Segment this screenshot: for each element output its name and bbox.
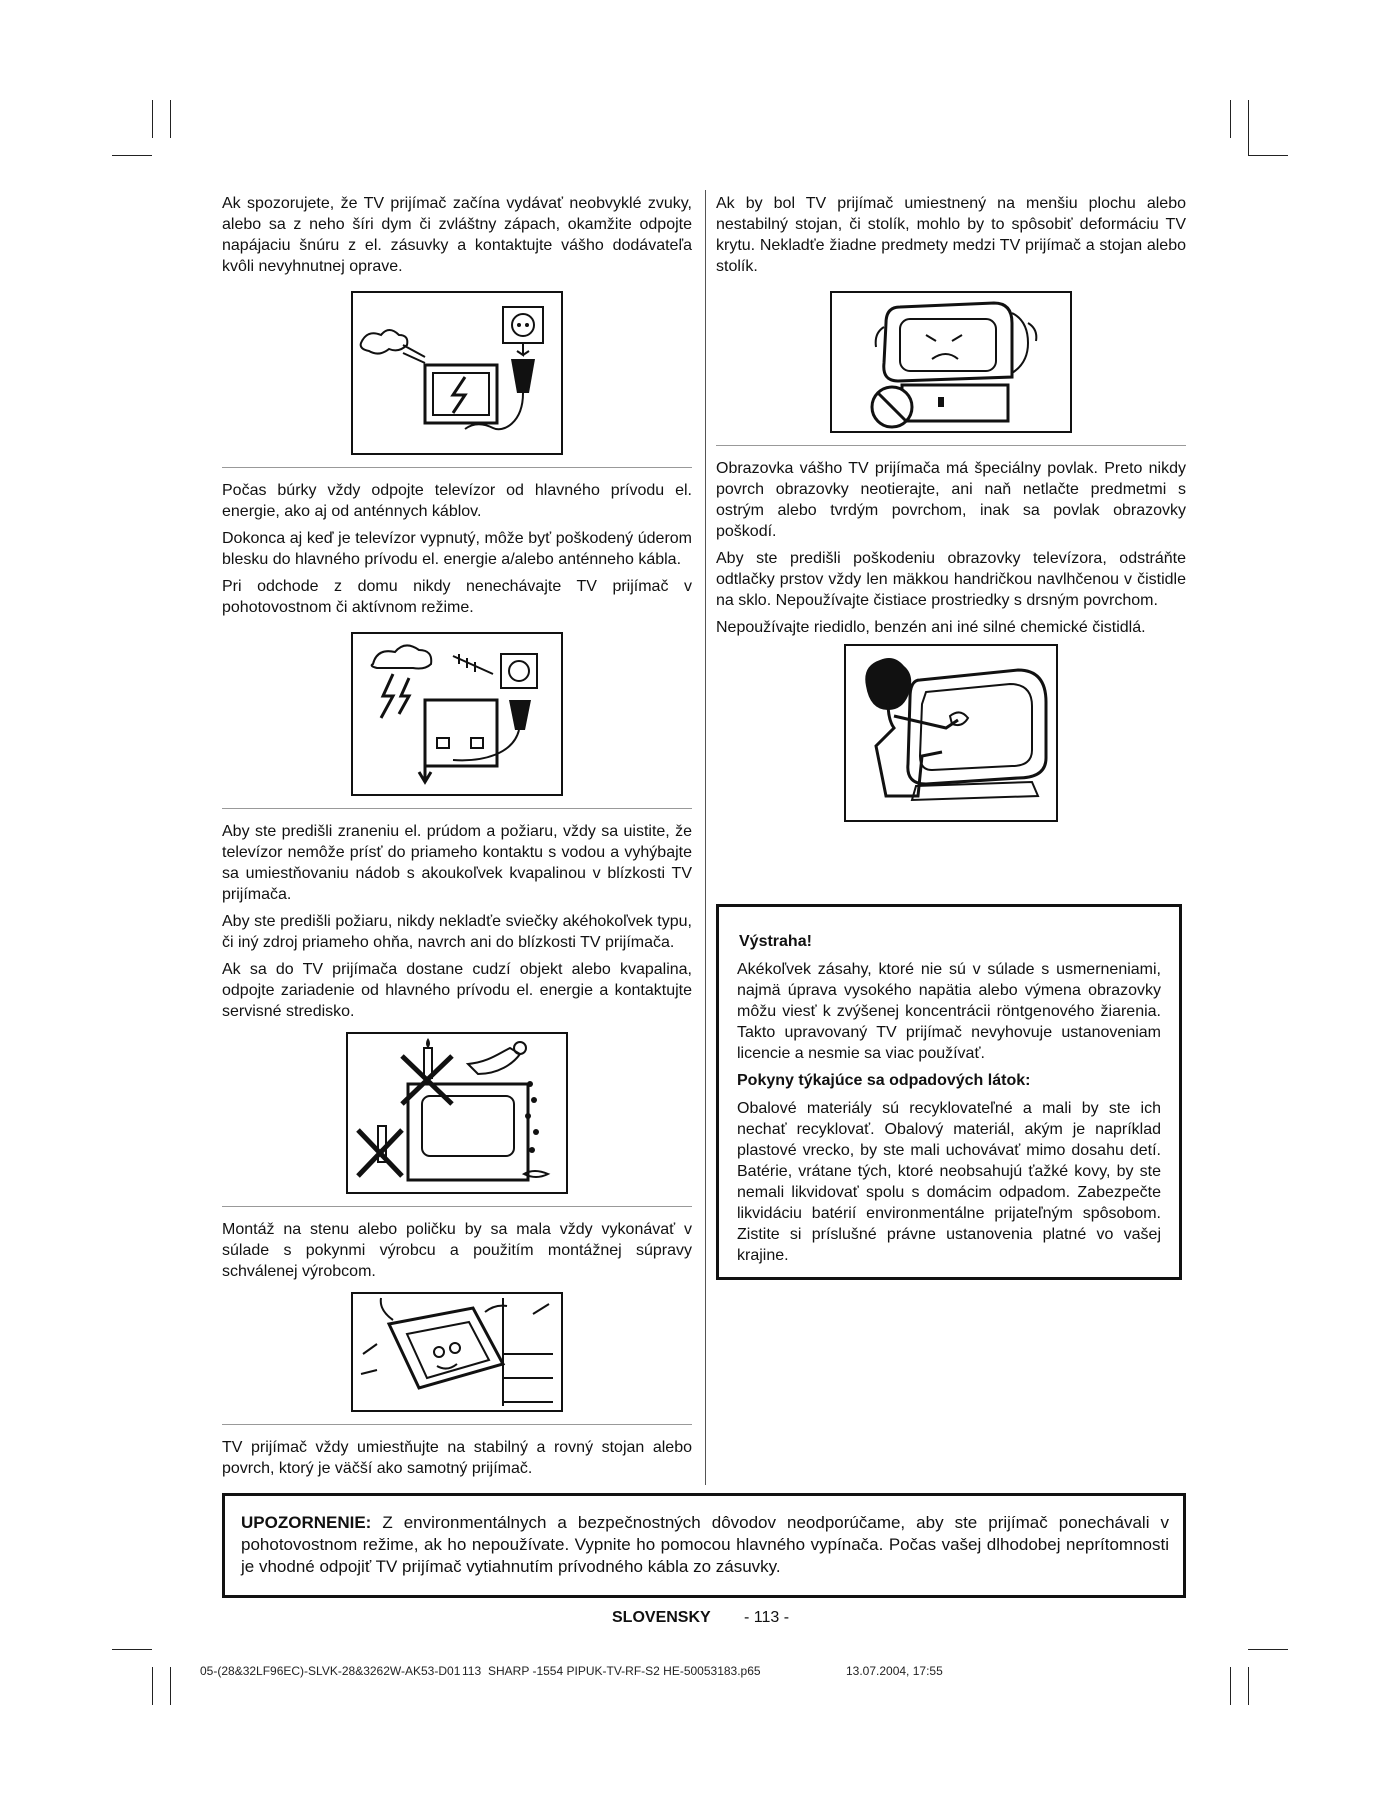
paragraph: Aby ste predišli poškodeniu obrazovky televízora, odstráňte odtlačky prstov vždy len mäkkou handričkou navlhčenou v čistidle na sklo. Nepoužívajte čistiace prostriedky s drsným povrchom.	[716, 550, 1186, 609]
paragraph: Obrazovka vášho TV prijímača má špeciálny povlak. Preto nikdy povrch obrazovky neotierajte, ani naň netlačte predmetmi s ostrým alebo tvrdým povrchom, inak sa povlak obrazovky poškodí.	[716, 460, 1186, 540]
section-separator	[222, 808, 692, 809]
warning-text: Akékoľvek zásahy, ktoré nie sú v súlade s usmerneniami, najmä úprava vysokého napätia alebo výmena obrazovky môžu viesť k zvýšenej koncentrácii röntgenového žiarenia. Takto upravovaný TV prijímač nevyhovuje ustanoveniam licencie a nesmie sa viac používať.	[737, 961, 1161, 1062]
section-separator	[222, 467, 692, 468]
section-separator	[716, 445, 1186, 446]
left-column	[222, 193, 692, 1485]
crop-mark	[1248, 1667, 1249, 1705]
paragraph: Aby ste predišli požiaru, nikdy nekladťe sviečky akéhokoľvek typu, či iný zdroj priameho ohňa, navrch ani do blízkosti TV prijímača.	[222, 913, 692, 951]
right-column	[716, 193, 1186, 834]
footer-filename: 05-(28&32LF96EC)-SLVK-28&3262W-AK53-D01	[200, 1664, 461, 1678]
footer-date: 13.07.2004, 17:55	[846, 1664, 943, 1678]
waste-text: Obalové materiály sú recyklovateľné a mali by ste ich nechať recyklovať. Obalový materiál, akým je napríklad plastové vrecko, by ste mali uchovávať mimo dosahu detí. Batérie, vrátane tých, ktoré neobsahujú ťažké kovy, by ste nemali likvidovať spolu s domácim odpadom. Zabezpečte likvidáciu batérií environmentálne prijateľným spôsobom. Zistite si príslušné právne ustanovenia platné vo vašej krajine.	[737, 1100, 1161, 1264]
notice-label: UPOZORNENIE:	[241, 1513, 372, 1532]
storm-unplug-illustration	[351, 632, 563, 796]
screen-cleaning-illustration	[844, 644, 1058, 822]
paragraph: Ak spozorujete, že TV prijímač začína vydávať neobvyklé zvuky, alebo sa z neho šíri dym či zvláštny zápach, okamžite odpojte napájaciu šnúru z el. zásuvky a kontaktujte vášho dodávateľa kvôli nevyhnutnej oprave.	[222, 195, 692, 275]
footer-language: SLOVENSKY	[612, 1609, 711, 1626]
warning-title: Výstraha!	[739, 933, 812, 950]
crop-mark	[170, 100, 171, 138]
notice-text: Z environmentálnych a bezpečnostných dôvodov neodporúčame, aby ste prijímač ponechávali v pohotovostnom režime, ak ho nepoužívate. Vypnite ho pomocou hlavného vypínača. Počas vašej dlhodobej neprítomnosti je vhodné odpojiť TV prijímač vytiahnutím prívodného kábla zo zásuvky.	[241, 1513, 1169, 1576]
footer-job: SHARP -1554 PIPUK-TV-RF-S2 HE-50053183.p65	[488, 1664, 761, 1678]
paragraph: Nepoužívajte riedidlo, benzén ani iné silné chemické čistidlá.	[716, 619, 1146, 636]
column-divider	[705, 190, 706, 1485]
crop-mark	[1248, 155, 1288, 156]
paragraph: Ak by bol TV prijímač umiestnený na menšiu plochu alebo nestabilný stojan, či stolík, mohlo by to spôsobiť deformáciu TV krytu. Nekladťe žiadne predmety medzi TV prijímač a stojan alebo stolík.	[716, 195, 1186, 275]
wall-mount-illustration	[351, 1292, 563, 1412]
crop-mark	[152, 1667, 153, 1705]
page-number: - 113 -	[744, 1609, 790, 1626]
section-separator	[222, 1206, 692, 1207]
paragraph: Pri odchode z domu nikdy nenechávajte TV prijímač v pohotovostnom či aktívnom režime.	[222, 578, 692, 616]
notice-box	[222, 1493, 1186, 1598]
crop-mark	[1248, 1649, 1288, 1650]
paragraph: Počas búrky vždy odpojte televízor od hlavného prívodu el. energie, ako aj od anténnych káblov.	[222, 482, 692, 520]
smoke-unplug-illustration	[351, 291, 563, 455]
paragraph: Dokonca aj keď je televízor vypnutý, môže byť poškodený úderom blesku do hlavného prívodu el. energie a/alebo anténneho kábla.	[222, 530, 692, 568]
crop-mark	[152, 100, 153, 138]
crop-mark	[112, 1649, 152, 1650]
crop-mark	[112, 155, 152, 156]
paragraph: Ak sa do TV prijímača dostane cudzí objekt alebo kvapalina, odpojte zariadenie od hlavného prívodu el. energie a kontaktujte servisné stredisko.	[222, 961, 692, 1020]
candle-water-illustration	[346, 1032, 568, 1194]
paragraph: Montáž na stenu alebo poličku by sa mala vždy vykonávať v súlade s pokynmi výrobcu a použitím montážnej súpravy schválenej výrobcom.	[222, 1221, 692, 1280]
section-separator	[222, 1424, 692, 1425]
waste-title: Pokyny týkajúce sa odpadových látok:	[737, 1072, 1031, 1089]
unstable-stand-illustration	[830, 291, 1072, 433]
paragraph: Aby ste predišli zraneniu el. prúdom a požiaru, vždy sa uistite, že televízor nemôže prísť do priameho kontaktu s vodou a vyhýbajte sa umiestňovaniu nádob s akoukoľvek kvapalinou v blízkosti TV prijímača.	[222, 823, 692, 903]
paragraph: TV prijímač vždy umiestňujte na stabilný a rovný stojan alebo povrch, ktorý je väčší ako samotný prijímač.	[222, 1439, 692, 1477]
crop-mark	[170, 1667, 171, 1705]
crop-mark	[1248, 100, 1249, 155]
crop-mark	[1230, 100, 1231, 138]
crop-mark	[1230, 1667, 1231, 1705]
footer-overlap-number: 113	[462, 1664, 482, 1678]
warning-box	[716, 904, 1182, 1280]
